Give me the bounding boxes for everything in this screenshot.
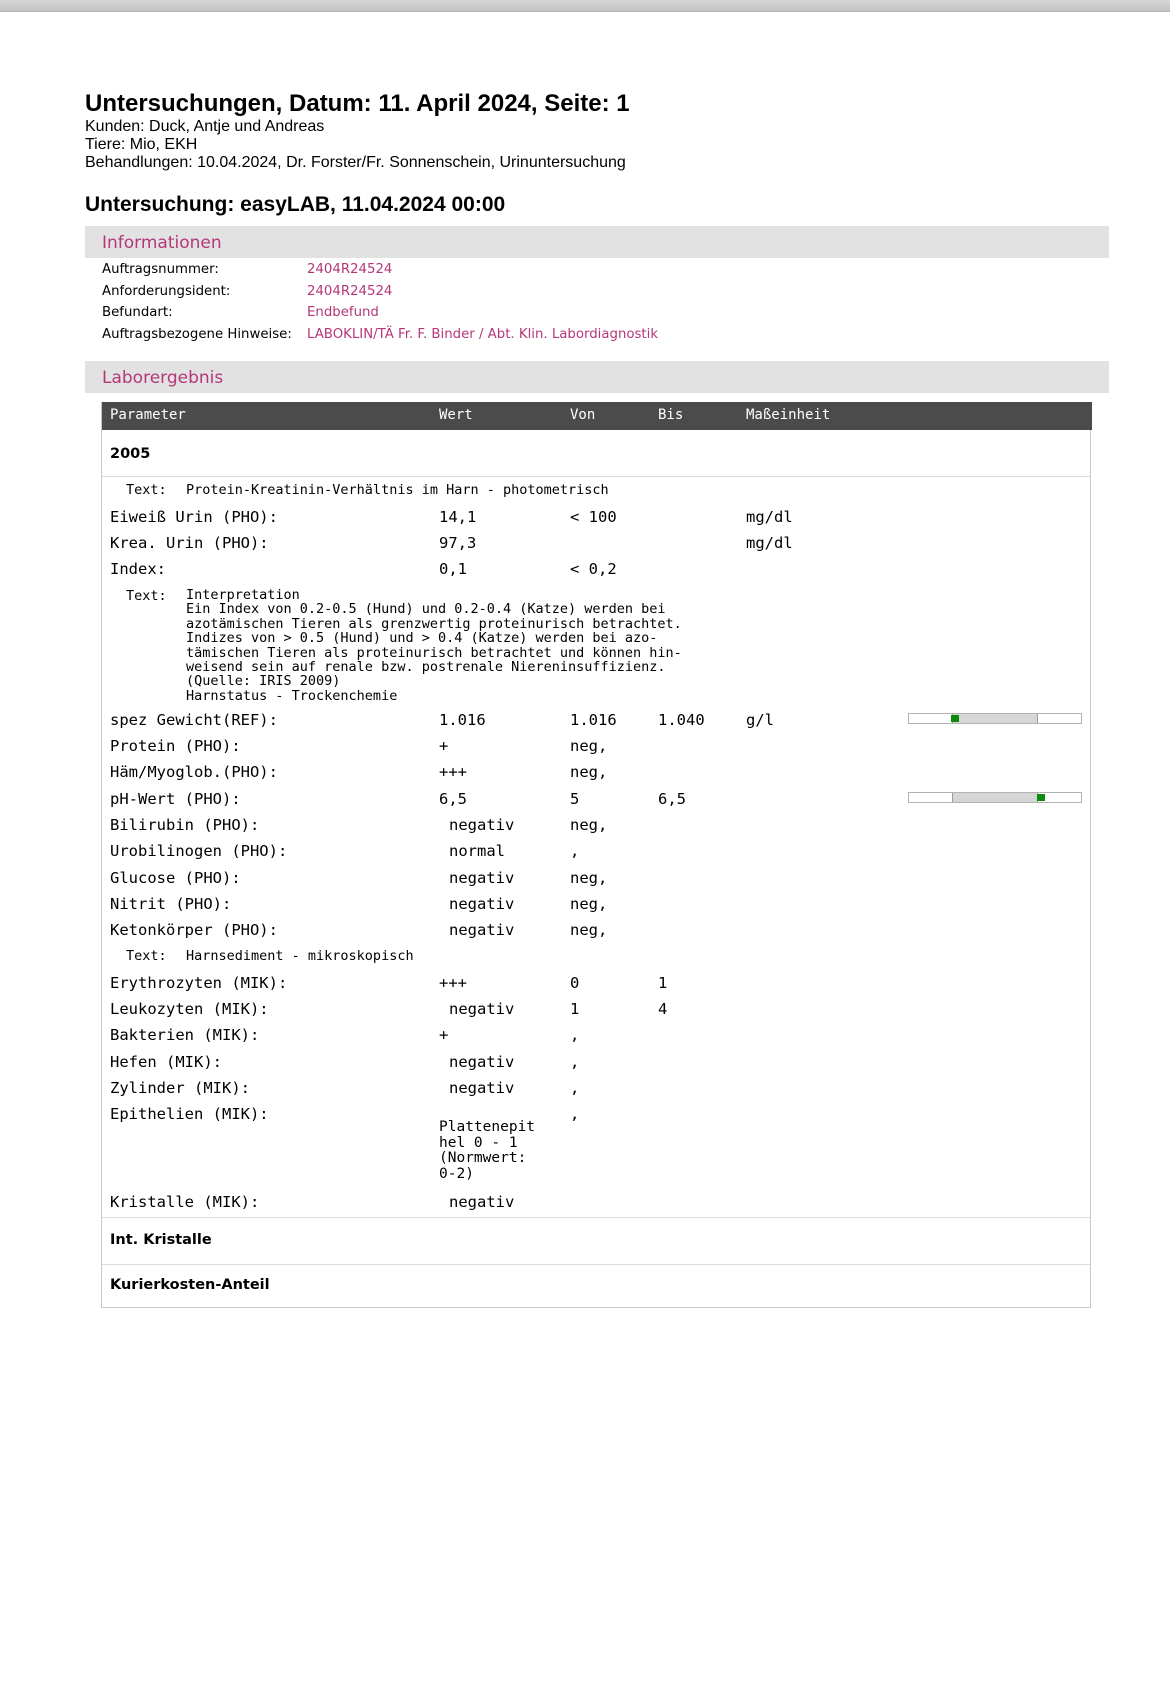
- von-cell: 1: [570, 1000, 580, 1018]
- info-value: Endbefund: [307, 305, 379, 320]
- von-cell: 0: [570, 974, 580, 992]
- laborergebnis-section-header: [85, 361, 1109, 393]
- window-top-bar: [0, 0, 1170, 12]
- param-cell: Erythrozyten (MIK):: [110, 974, 288, 992]
- page-title: Untersuchungen, Datum: 11. April 2024, Seite: 1: [85, 90, 630, 117]
- param-cell: Leukozyten (MIK):: [110, 1000, 269, 1018]
- table-row-epithelien: [102, 1105, 1090, 1185]
- table-row: [102, 508, 1090, 532]
- text-label: Text:: [126, 482, 167, 498]
- wert-cell: negativ: [449, 1000, 515, 1018]
- unit-cell: g/l: [746, 711, 774, 729]
- wert-line: hel 0 - 1: [439, 1134, 518, 1151]
- text-label: Text:: [126, 588, 167, 604]
- von-cell: neg,: [570, 737, 608, 755]
- wert-line: 0-2): [439, 1165, 474, 1182]
- von-cell: 1.016: [570, 711, 617, 729]
- info-label: Anforderungsident:: [102, 283, 231, 299]
- table-row: [102, 790, 1090, 814]
- table-row: [102, 869, 1090, 893]
- param-cell: Bakterien (MIK):: [110, 1026, 260, 1044]
- wert-cell: negativ: [449, 1193, 515, 1211]
- param-cell: Kristalle (MIK):: [110, 1193, 260, 1211]
- table-row: [102, 763, 1090, 787]
- table-row: [102, 842, 1090, 866]
- column-header-von: Von: [570, 407, 596, 423]
- table-row: [102, 816, 1090, 840]
- column-header-wert: Wert: [439, 407, 473, 423]
- param-cell: Eiweiß Urin (PHO):: [110, 508, 278, 526]
- param-cell: pH-Wert (PHO):: [110, 790, 241, 808]
- info-value: LABOKLIN/TÄ Fr. F. Binder / Abt. Klin. Labordiagnostik: [307, 326, 659, 342]
- kunden-line: Kunden: Duck, Antje und Andreas: [85, 118, 325, 135]
- wert-cell: +++: [439, 763, 467, 781]
- bis-cell: 6,5: [658, 790, 686, 808]
- group-label: 2005: [110, 446, 151, 462]
- note-line: Indizes von > 0.5 (Hund) und > 0.4 (Katze) werden bei azo-: [186, 630, 658, 647]
- group-header-2005: [102, 430, 1090, 477]
- table-row: [102, 711, 1090, 735]
- laborergebnis-title: Laborergebnis: [102, 368, 224, 388]
- wert-cell: 0,1: [439, 560, 467, 578]
- param-cell: Nitrit (PHO):: [110, 895, 232, 913]
- column-header-parameter: Parameter: [110, 407, 186, 423]
- group-label: Int. Kristalle: [110, 1232, 212, 1248]
- note-line: tämischen Tieren als proteinurisch betrachtet und können hin-: [186, 644, 682, 661]
- table-row: [102, 974, 1090, 998]
- table-row: [102, 737, 1090, 761]
- table-row: [102, 560, 1090, 584]
- table-row: [102, 1053, 1090, 1077]
- wert-cell: negativ: [449, 1079, 515, 1097]
- info-value: 2404R24524: [307, 283, 393, 299]
- table-row: [102, 895, 1090, 919]
- info-value: 2404R24524: [307, 262, 393, 277]
- note-line: (Quelle: IRIS 2009): [186, 673, 341, 690]
- info-label: Auftragsbezogene Hinweise:: [102, 326, 292, 342]
- param-cell: Glucose (PHO):: [110, 869, 241, 887]
- informationen-section-header: [85, 226, 1109, 258]
- reference-range-gauge: [908, 792, 1082, 803]
- info-label: Befundart:: [102, 305, 173, 320]
- param-cell: Zylinder (MIK):: [110, 1079, 250, 1097]
- bis-cell: 4: [658, 1000, 668, 1018]
- wert-cell: negativ: [449, 1053, 515, 1071]
- table-row-kristalle: [102, 1193, 1090, 1217]
- von-cell: neg,: [570, 763, 608, 781]
- wert-cell: negativ: [449, 921, 515, 939]
- von-cell: ,: [570, 1105, 580, 1123]
- param-cell: Epithelien (MIK):: [110, 1105, 269, 1123]
- von-cell: neg,: [570, 895, 608, 913]
- von-cell: neg,: [570, 869, 608, 887]
- wert-cell: negativ: [449, 895, 515, 913]
- param-cell: Urobilinogen (PHO):: [110, 842, 288, 860]
- document-header: [85, 90, 1085, 172]
- lab-results-table: [101, 402, 1091, 1308]
- note-line: Ein Index von 0.2-0.5 (Hund) und 0.2-0.4 (Katze) werden bei: [186, 601, 666, 618]
- note-lines: [186, 588, 1066, 703]
- info-label: Auftragsnummer:: [102, 262, 219, 277]
- text-label: Text:: [126, 948, 167, 964]
- group-label: Kurierkosten-Anteil: [110, 1277, 270, 1293]
- von-cell: ,: [570, 1079, 580, 1097]
- wert-line: Plattenepit: [439, 1119, 536, 1135]
- group-header-int-kristalle: [102, 1217, 1090, 1265]
- wert-cell: 97,3: [439, 534, 477, 552]
- wert-cell: +: [439, 737, 449, 755]
- param-cell: Protein (PHO):: [110, 737, 241, 755]
- von-cell: < 100: [570, 508, 617, 526]
- text-content: Protein-Kreatinin-Verhältnis im Harn - photometrisch: [186, 482, 609, 498]
- param-cell: Hefen (MIK):: [110, 1053, 222, 1071]
- von-cell: neg,: [570, 921, 608, 939]
- column-header-masseinheit: Maßeinheit: [746, 407, 831, 423]
- group-header-kurierkosten: [102, 1263, 1090, 1309]
- wert-cell: 6,5: [439, 790, 467, 808]
- von-cell: ,: [570, 1053, 580, 1071]
- table-row: [102, 1079, 1090, 1103]
- param-cell: Krea. Urin (PHO):: [110, 534, 269, 552]
- gauge-value-marker: [1037, 794, 1045, 801]
- wert-cell: 14,1: [439, 508, 477, 526]
- wert-cell: negativ: [449, 869, 515, 887]
- param-cell: Bilirubin (PHO):: [110, 816, 260, 834]
- table-row: [102, 534, 1090, 558]
- von-cell: ,: [570, 842, 580, 860]
- wert-cell: +: [439, 1026, 449, 1044]
- unit-cell: mg/dl: [746, 534, 793, 552]
- note-line: weisend sein auf renale bzw. postrenale Niereninsuffizienz.: [186, 659, 666, 676]
- wert-cell: normal: [449, 842, 505, 860]
- von-cell: neg,: [570, 816, 608, 834]
- gauge-reference-range: [952, 714, 1038, 723]
- informationen-title: Informationen: [102, 233, 222, 253]
- note-line: Harnstatus - Trockenchemie: [186, 687, 398, 704]
- gauge-reference-range: [952, 793, 1038, 802]
- von-cell: ,: [570, 1026, 580, 1044]
- table-row: [102, 1026, 1090, 1050]
- bis-cell: 1: [658, 974, 668, 992]
- gauge-value-marker: [951, 715, 959, 722]
- note-line: azotämischen Tieren als grenzwertig proteinurisch betrachtet.: [186, 615, 682, 632]
- untersuchung-title: Untersuchung: easyLAB, 11.04.2024 00:00: [85, 193, 506, 216]
- param-cell: Häm/Myoglob.(PHO):: [110, 763, 278, 781]
- reference-range-gauge: [908, 713, 1082, 724]
- wert-cell: 1.016: [439, 711, 486, 729]
- von-cell: 5: [570, 790, 580, 808]
- table-row: [102, 921, 1090, 945]
- param-cell: Ketonkörper (PHO):: [110, 921, 278, 939]
- tiere-line: Tiere: Mio, EKH: [85, 136, 198, 153]
- wert-cell: +++: [439, 974, 467, 992]
- wert-line: (Normwert:: [439, 1150, 527, 1166]
- note-line: Interpretation: [186, 587, 300, 603]
- text-content: Harnsediment - mikroskopisch: [186, 948, 414, 964]
- wert-cell-multiline: [439, 1120, 535, 1182]
- bis-cell: 1.040: [658, 711, 705, 729]
- column-header-bis: Bis: [658, 407, 684, 423]
- table-row: [102, 1000, 1090, 1024]
- param-cell: spez Gewicht(REF):: [110, 711, 278, 729]
- wert-cell: negativ: [449, 816, 515, 834]
- behandlungen-line: Behandlungen: 10.04.2024, Dr. Forster/Fr. Sonnenschein, Urinuntersuchung: [85, 154, 626, 171]
- param-cell: Index:: [110, 560, 166, 578]
- unit-cell: mg/dl: [746, 508, 793, 526]
- von-cell: < 0,2: [570, 560, 617, 578]
- table-header-row: [102, 402, 1092, 430]
